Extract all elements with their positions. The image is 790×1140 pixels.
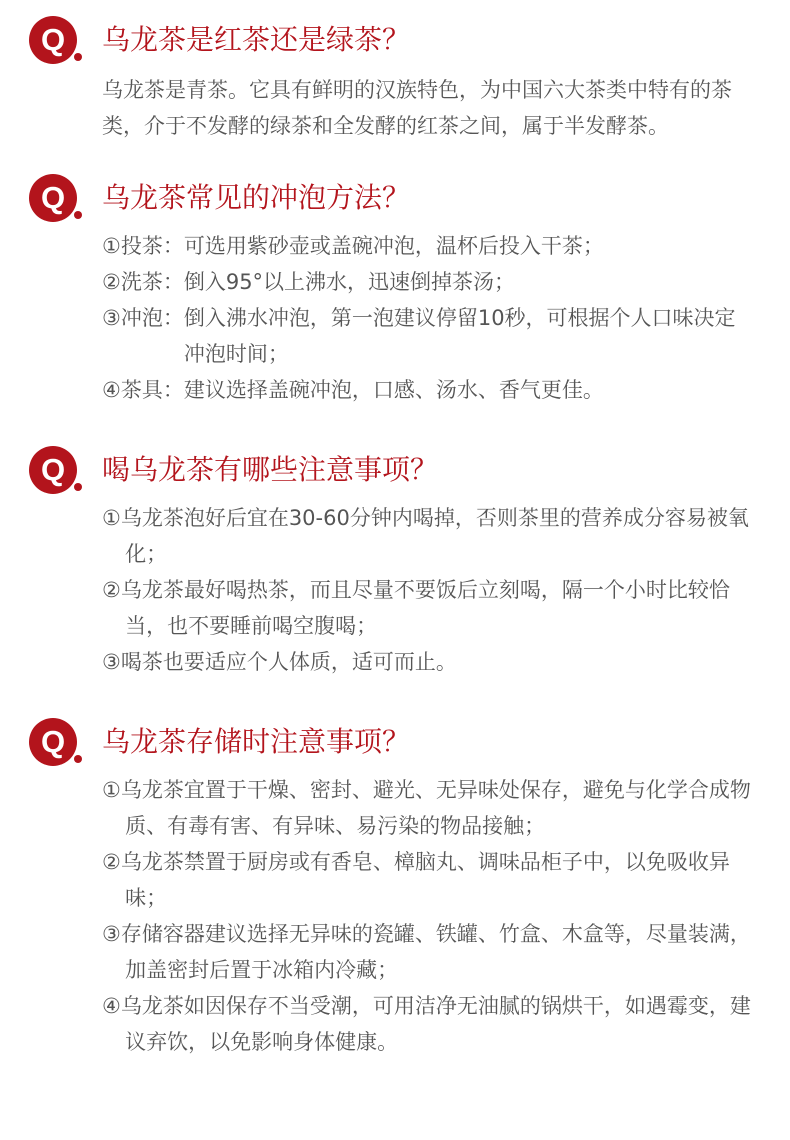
item-text: 建议选择盖碗冲泡，口感、汤水、香气更佳。 [183,378,604,402]
item-label: ③冲泡： [102,306,184,330]
q-badge-dot [74,755,82,763]
list-item: ④乌龙茶如因保存不当受潮，可用洁净无油腻的锅烘干，如遇霉变，建议弃饮，以免影响身体健康。 [102,994,751,1054]
question-header [0,718,790,774]
question-header [0,16,790,72]
item-label: ①投茶： [102,234,184,258]
faq-section-3 [0,446,790,674]
faq-section-4 [0,718,790,1054]
list-item: ②乌龙茶最好喝热茶，而且尽量不要饭后立刻喝，隔一个小时比较恰当，也不要睡前喝空腹喝； [102,578,730,638]
list-item [102,264,752,300]
list-item [102,300,752,372]
list-item: ③喝茶也要适应个人体质，适可而止。 [102,650,457,674]
q-badge-icon: Q [29,446,77,494]
q-badge-dot [74,53,82,61]
faq-section-1 [0,16,790,138]
question-title: 喝乌龙茶有哪些注意事项？ [102,453,439,486]
question-title: 乌龙茶常见的冲泡方法？ [102,181,411,214]
q-badge-icon: Q [29,16,77,64]
list-item: ③存储容器建议选择无异味的瓷罐、铁罐、竹盒、木盒等，尽量装满，加盖密封后置于冰箱内冷藏； [102,922,751,982]
answer-body [102,228,752,408]
answer-body [102,772,752,1060]
list-item [102,372,752,408]
item-text: 可选用紫砂壶或盖碗冲泡，温杯后投入干茶； [183,234,604,258]
question-header [0,446,790,502]
item-label: ②洗茶： [102,270,184,294]
list-item: ①乌龙茶宜置于干燥、密封、避光、无异味处保存，避免与化学合成物质、有毒有害、有异味、易污染的物品接触； [102,778,751,838]
q-badge-icon: Q [29,718,77,766]
question-title: 乌龙茶存储时注意事项？ [102,725,411,758]
list-item: ①乌龙茶泡好后宜在30-60分钟内喝掉，否则茶里的营养成分容易被氧化； [102,506,749,566]
answer-body [102,500,752,680]
question-title: 乌龙茶是红茶还是绿茶？ [102,23,411,56]
list-item [102,228,752,264]
list-item: ②乌龙茶禁置于厨房或有香皂、樟脑丸、调味品柜子中，以免吸收异味； [102,850,730,910]
question-header [0,174,790,230]
item-text: 倒入95°以上沸水，迅速倒掉茶汤； [183,270,516,294]
faq-section-2 [0,174,790,402]
q-badge-dot [74,211,82,219]
item-text: 倒入沸水冲泡，第一泡建议停留10秒，可根据个人口味决定冲泡时间； [183,306,736,366]
q-badge-icon: Q [29,174,77,222]
item-label: ④茶具： [102,378,184,402]
answer-paragraph: 乌龙茶是青茶。它具有鲜明的汉族特色，为中国六大茶类中特有的茶类，介于不发酵的绿茶和全发酵的红茶之间，属于半发酵茶。 [102,78,732,138]
answer-body [102,72,752,144]
q-badge-dot [74,483,82,491]
